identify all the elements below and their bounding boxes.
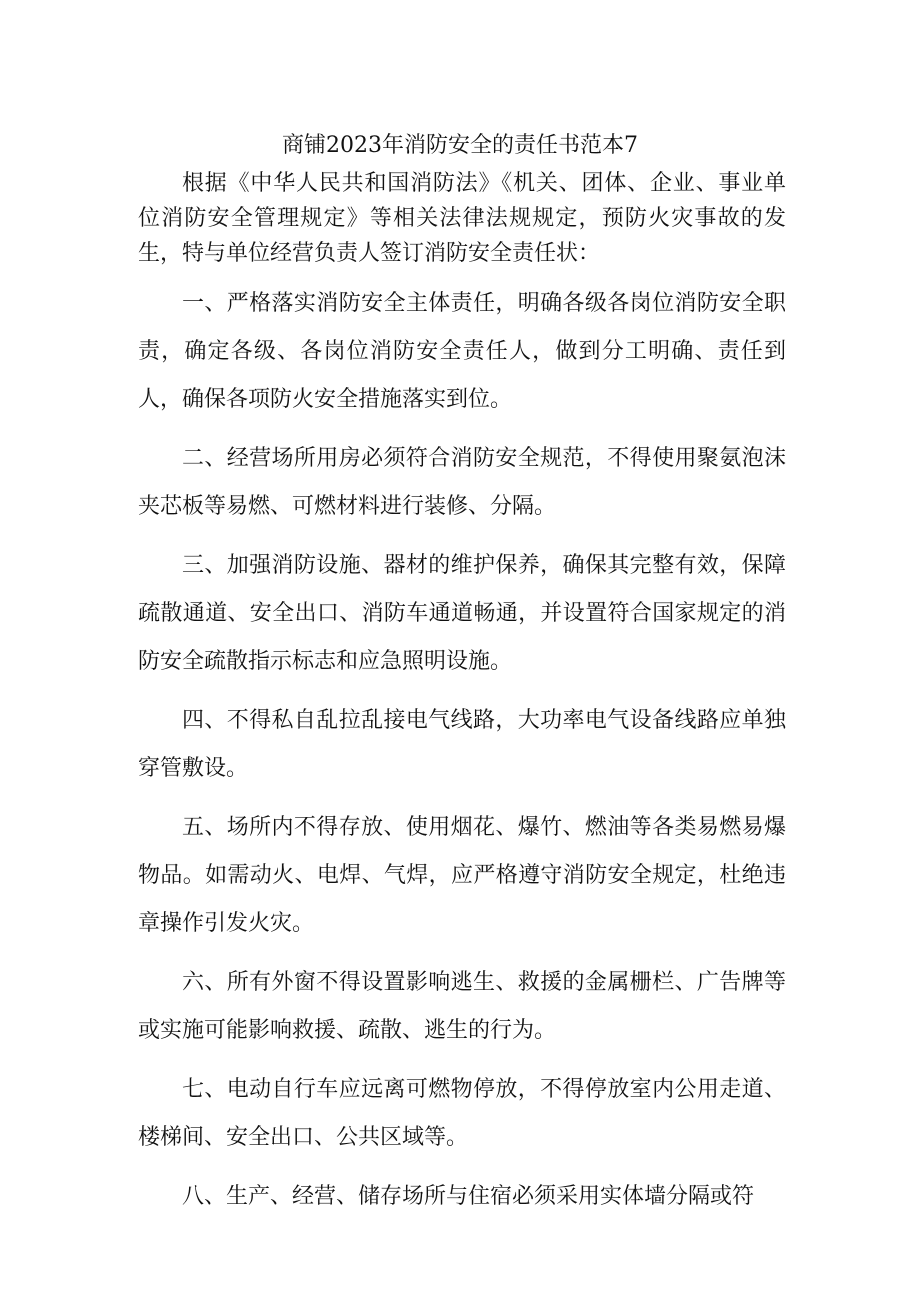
- clause-2: 二、经营场所用房必须符合消防安全规范，不得使用聚氨泡沫夹芯板等易燃、可燃材料进行装修、分隔。: [138, 446, 786, 519]
- clause-6: 六、所有外窗不得设置影响逃生、救援的金属栅栏、广告牌等或实施可能影响救援、疏散、逃生的行为。: [138, 970, 786, 1043]
- clause-5: 五、场所内不得存放、使用烟花、爆竹、燃油等各类易燃易爆物品。如需动火、电焊、气焊，应严格遵守消防安全规定，杜绝违章操作引发火灾。: [138, 815, 786, 936]
- clause-list: [138, 280, 786, 1232]
- intro-paragraph: 根据《中华人民共和国消防法》《机关、团体、企业、事业单位消防安全管理规定》等相关法律法规规定，预防火灾事故的发生，特与单位经营负责人签订消防安全责任状：: [138, 171, 786, 266]
- clause-8: 八、生产、经营、储存场所与住宿必须采用实体墙分隔或符: [182, 1184, 755, 1209]
- document-title: 商铺2023年消防安全的责任书范本7: [282, 133, 638, 158]
- clause-3: 三、加强消防设施、器材的维护保养，确保其完整有效，保障疏散通道、安全出口、消防车通道畅通，并设置符合国家规定的消防安全疏散指示标志和应急照明设施。: [138, 553, 786, 674]
- clause-4: 四、不得私自乱拉乱接电气线路，大功率电气设备线路应单独穿管敷设。: [138, 708, 786, 781]
- clause-1: 一、严格落实消防安全主体责任，明确各级各岗位消防安全职责，确定各级、各岗位消防安全责任人，做到分工明确、责任到人，确保各项防火安全措施落实到位。: [138, 291, 786, 412]
- clause-7: 七、电动自行车应远离可燃物停放，不得停放室内公用走道、楼梯间、安全出口、公共区域等。: [138, 1077, 786, 1150]
